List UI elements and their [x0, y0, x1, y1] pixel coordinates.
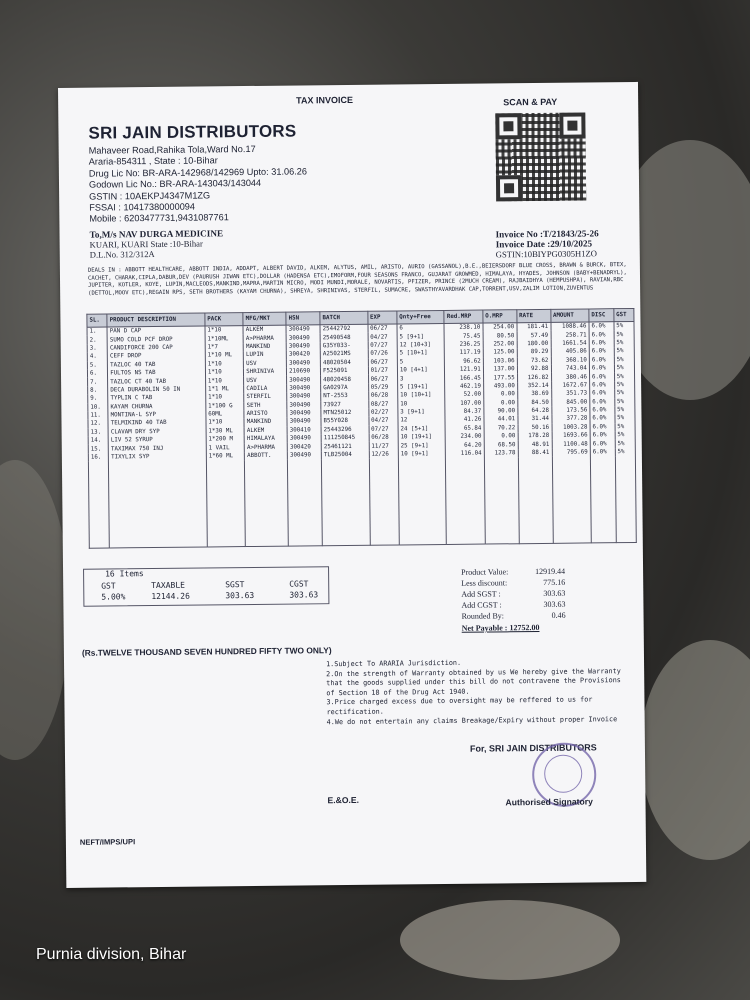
table-cell: 5%: [615, 414, 635, 423]
table-cell: TIXYLIX SYP: [109, 452, 207, 461]
table-cell: 04/27: [369, 417, 398, 426]
table-cell: 4.: [87, 353, 107, 362]
table-cell: 493.00: [483, 382, 517, 391]
table-cell: 10 [19+1]: [398, 433, 446, 442]
table-cell: 06/27: [368, 375, 397, 384]
column-header: HSN: [286, 312, 320, 325]
table-cell: 405.86: [551, 348, 589, 357]
table-cell: MONTINA-L SYP: [108, 410, 206, 419]
table-cell: 57.49: [517, 331, 551, 340]
table-cell: 68.50: [484, 441, 518, 450]
table-cell: 7.: [88, 378, 108, 387]
table-cell: 80.50: [483, 332, 517, 341]
table-cell: 1*7: [205, 343, 243, 352]
table-cell: 1*100 G: [206, 402, 244, 411]
terms-list: 1.Subject To ARARIA Jurisdiction. 2.On the strength of Warranty obtained by us We hereby give the Warranty that the goods supplied under this bill do not contravene the Provisions of Section 18 of the Drug Act 1940. 3.Price charged excess due to oversight may be reffered to us for rectification. 4.We do not entertain any claims Breakage/Expiry without proper Invoice: [326, 658, 621, 726]
table-cell: 173.56: [551, 406, 589, 415]
column-header: MFG/MKT: [243, 312, 286, 325]
table-cell: 3: [397, 374, 445, 383]
table-cell: 38.69: [517, 390, 551, 399]
table-cell: DECA DURABOLIN 50 IN: [108, 385, 206, 394]
table-cell: 89.29: [517, 348, 551, 357]
table-cell: 254.00: [483, 323, 517, 332]
gst-summary: GST TAXABLE SGST CGST 5.00% 12144.26 303.63 303.63: [101, 579, 319, 602]
table-cell: F525091: [320, 367, 368, 376]
table-cell: 25443296: [321, 425, 369, 434]
table-cell: 02/27: [368, 408, 397, 417]
column-header: AMOUNT: [550, 309, 589, 322]
table-cell: 3 [9+1]: [398, 408, 446, 417]
table-cell: HIMALAYA: [244, 435, 287, 444]
amount-in-words: (Rs.TWELVE THOUSAND SEVEN HUNDRED FIFTY TWO ONLY): [81, 645, 332, 658]
table-cell: 1*30 ML: [206, 427, 244, 436]
table-cell: 3.: [87, 344, 107, 353]
table-cell: 96.62: [445, 357, 483, 366]
invoice-paper: [58, 82, 646, 888]
table-cell: 2.: [87, 336, 107, 345]
table-cell: 5%: [615, 448, 635, 457]
table-cell: 5 [9+1]: [397, 332, 445, 341]
table-cell: TLB25004: [321, 451, 369, 460]
table-cell: 0.00: [484, 399, 518, 408]
table-cell: KAYAM CHURNA: [108, 402, 206, 411]
table-cell: MANKIND: [244, 418, 287, 427]
table-cell: 6.0%: [590, 389, 615, 398]
table-cell: 12/26: [369, 450, 398, 459]
table-cell: 1088.46: [551, 322, 589, 331]
table-cell: 107.00: [445, 399, 483, 408]
table-cell: B55Y028: [321, 417, 369, 426]
table-cell: 166.45: [445, 374, 483, 383]
table-cell: ALKEM: [244, 426, 287, 435]
table-cell: 10 [4+1]: [397, 366, 445, 375]
total-line: Rounded By: 0.46: [461, 610, 566, 621]
table-cell: CADILA: [244, 384, 287, 393]
table-cell: 70.22: [484, 424, 518, 433]
table-cell: 236.25: [445, 340, 483, 349]
table-cell: 6.0%: [589, 347, 614, 356]
column-header: BATCH: [320, 311, 368, 324]
invoice-meta: Invoice No :T/21843/25-26 Invoice Date :29/10/2025 GSTIN:10BIYPG0305H1ZO: [495, 228, 599, 260]
table-cell: A>PHARMA: [244, 443, 287, 452]
table-cell: 06/27: [368, 358, 397, 367]
table-cell: 6.0%: [590, 398, 615, 407]
table-cell: 1*1 ML: [205, 385, 243, 394]
table-cell: 234.00: [446, 433, 484, 442]
table-cell: 5%: [614, 389, 634, 398]
table-cell: 300490: [287, 384, 321, 393]
for-company: For, SRI JAIN DISTRIBUTORS: [469, 742, 597, 754]
table-cell: 300420: [286, 350, 320, 359]
table-cell: 181.41: [517, 322, 551, 331]
table-cell: GA0297A: [321, 384, 369, 393]
table-cell: 137.00: [483, 365, 517, 374]
table-cell: 15.: [88, 445, 108, 454]
table-cell: 5%: [615, 406, 635, 415]
table-cell: TAZLOC 40 TAB: [108, 360, 206, 369]
table-cell: 16.: [88, 453, 108, 462]
table-cell: 6.0%: [590, 431, 615, 440]
table-cell: 5%: [614, 321, 634, 330]
table-cell: 25490548: [320, 333, 368, 342]
table-cell: 5 [19+1]: [397, 383, 445, 392]
table-cell: 88.41: [518, 449, 552, 458]
table-cell: TAZLOC CT 40 TAB: [108, 377, 206, 386]
table-cell: 111250845: [321, 434, 369, 443]
table-cell: 1672.67: [551, 381, 589, 390]
table-cell: 10 [10+1]: [398, 391, 446, 400]
table-cell: 04/27: [368, 333, 397, 342]
table-cell: 5: [397, 358, 445, 367]
table-cell: 90.00: [484, 407, 518, 416]
table-cell: STERFIL: [244, 393, 287, 402]
table-cell: PAN D CAP: [107, 326, 205, 336]
table-cell: 6.: [87, 369, 107, 378]
table-cell: 1003.28: [552, 423, 590, 432]
table-cell: 52.00: [445, 391, 483, 400]
table-cell: LUPIN: [244, 351, 287, 360]
table-cell: SETH: [244, 401, 287, 410]
table-cell: 300420: [287, 443, 321, 452]
table-cell: 121.91: [445, 366, 483, 375]
table-blank-area: [88, 456, 636, 548]
table-cell: 6.0%: [590, 406, 615, 415]
table-cell: 10: [398, 399, 446, 408]
table-cell: 1*10: [206, 418, 244, 427]
table-cell: 5%: [614, 364, 634, 373]
table-cell: 60ML: [206, 410, 244, 419]
table-cell: 06/27: [368, 324, 397, 333]
photo-caption: Purnia division, Bihar: [36, 946, 187, 963]
total-line: Add SGST : 303.63: [461, 588, 566, 599]
table-cell: 6.0%: [590, 440, 615, 449]
table-cell: TYPLIN C TAB: [108, 394, 206, 403]
table-cell: 300490: [287, 434, 321, 443]
table-cell: 5 [10+1]: [397, 349, 445, 358]
table-cell: 31.44: [518, 415, 552, 424]
background-stain: [400, 900, 620, 980]
table-cell: 1661.54: [551, 339, 589, 348]
table-cell: 07/26: [368, 350, 397, 359]
table-cell: USV: [244, 376, 287, 385]
table-cell: 5%: [614, 372, 634, 381]
table-cell: 48020504: [320, 358, 368, 367]
table-cell: 73927: [321, 400, 369, 409]
table-cell: 25442792: [320, 324, 368, 333]
table-cell: 75.45: [444, 332, 482, 341]
table-cell: SUMO COLD PCF DROP: [107, 335, 205, 344]
table-cell: 08/27: [368, 400, 397, 409]
doc-title: TAX INVOICE: [296, 94, 354, 106]
table-cell: 845.00: [551, 398, 589, 407]
table-cell: A>PHARMA: [243, 334, 286, 343]
table-cell: 92.88: [517, 365, 551, 374]
table-cell: 351.73: [551, 390, 589, 399]
table-cell: MTN25012: [321, 409, 369, 418]
table-cell: 1*10ML: [205, 334, 243, 343]
table-cell: 300490: [286, 325, 320, 334]
background-stain: [640, 640, 750, 860]
qr-code-icon: [495, 112, 586, 201]
table-cell: 238.10: [444, 323, 482, 332]
table-cell: 1*200 M: [206, 435, 244, 444]
column-header: EXP: [367, 311, 396, 324]
table-cell: 25461121: [321, 442, 369, 451]
table-cell: ABBOTT.: [245, 451, 288, 460]
table-cell: 6: [397, 323, 445, 332]
table-cell: 07/27: [368, 341, 397, 350]
table-cell: 9.: [88, 395, 108, 404]
total-line: Add CGST : 303.63: [461, 599, 566, 610]
table-cell: 300490: [287, 376, 321, 385]
table-cell: CLAVAM DRY SYP: [108, 427, 206, 436]
table-cell: 64.20: [446, 441, 484, 450]
table-cell: LIV 52 SYRUP: [108, 436, 206, 445]
table-cell: 5%: [614, 330, 634, 339]
table-cell: 300490: [287, 392, 321, 401]
table-cell: 178.28: [518, 432, 552, 441]
table-cell: ALKEM: [243, 325, 286, 334]
table-cell: 1*10: [205, 376, 243, 385]
table-cell: 11.: [88, 411, 108, 420]
table-cell: 300490: [286, 334, 320, 343]
table-cell: 1 VAIL: [206, 444, 244, 453]
table-cell: 14.: [88, 437, 108, 446]
table-cell: 44.01: [484, 416, 518, 425]
total-line: Less discount: 775.16: [461, 577, 566, 588]
table-cell: 300490: [287, 418, 321, 427]
column-header: Qnty+Free: [397, 310, 445, 323]
table-cell: 743.04: [551, 364, 589, 373]
table-cell: 5%: [615, 439, 635, 448]
table-cell: 352.14: [517, 382, 551, 391]
table-cell: 6.0%: [590, 381, 615, 390]
table-cell: 10 [9+1]: [398, 450, 446, 459]
table-cell: 11/27: [369, 442, 398, 451]
table-cell: 1*10: [205, 360, 243, 369]
table-cell: 177.55: [483, 374, 517, 383]
scan-pay-label: SCAN & PAY: [503, 96, 558, 108]
table-cell: 05/29: [368, 383, 397, 392]
table-cell: 117.19: [445, 349, 483, 358]
column-header: PRODUCT DESCRIPTION: [107, 313, 205, 327]
table-cell: 06/28: [368, 392, 397, 401]
table-cell: 300490: [286, 342, 320, 351]
column-header: Red.MRP: [444, 310, 483, 323]
table-cell: 180.00: [517, 340, 551, 349]
table-cell: 5%: [614, 356, 634, 365]
column-header: PACK: [205, 313, 244, 326]
table-cell: USV: [244, 359, 287, 368]
table-cell: 50.16: [518, 424, 552, 433]
table-cell: 300490: [287, 409, 321, 418]
table-cell: G35Y033-: [320, 342, 368, 351]
table-cell: 6.0%: [589, 364, 614, 373]
table-cell: 258.71: [551, 331, 589, 340]
table-cell: 368.10: [551, 356, 589, 365]
table-cell: 5%: [614, 339, 634, 348]
table-cell: 6.0%: [589, 339, 614, 348]
table-cell: 0.00: [484, 390, 518, 399]
table-cell: 84.37: [445, 407, 483, 416]
table-cell: CANDIFORCE 200 CAP: [107, 343, 205, 352]
table-cell: 41.26: [445, 416, 483, 425]
table-cell: 126.82: [517, 373, 551, 382]
column-header: DISC: [589, 309, 614, 322]
column-header: O.MRP: [483, 310, 517, 323]
table-cell: 64.28: [518, 407, 552, 416]
table-cell: 5%: [615, 423, 635, 432]
table-cell: 1693.66: [552, 432, 590, 441]
table-cell: 6.0%: [590, 414, 615, 423]
table-cell: CEFF DROP: [107, 352, 205, 361]
table-cell: 377.28: [551, 415, 589, 424]
company-name: SRI JAIN DISTRIBUTORS: [88, 121, 297, 143]
table-cell: A25021MS: [320, 350, 368, 359]
table-cell: FULTOS NS TAB: [108, 368, 206, 377]
background-stain: [0, 460, 70, 760]
table-cell: 48.91: [518, 440, 552, 449]
table-cell: 07/27: [369, 425, 398, 434]
authorised-signatory: Authorised Signatory: [505, 796, 593, 808]
table-cell: ARISTO: [244, 410, 287, 419]
table-cell: 24 [5+1]: [398, 425, 446, 434]
table-cell: 103.06: [483, 357, 517, 366]
table-cell: 123.78: [484, 449, 518, 458]
items-count: 16 Items: [105, 569, 144, 579]
table-cell: 8.: [88, 386, 108, 395]
table-cell: 5%: [614, 397, 634, 406]
table-cell: 25 [9+1]: [398, 441, 446, 450]
table-cell: 210690: [287, 367, 321, 376]
table-cell: 125.00: [483, 348, 517, 357]
table-cell: 65.84: [445, 424, 483, 433]
table-cell: 6.0%: [590, 448, 615, 457]
company-address: Mahaveer Road,Rahika Tola,Ward No.17 Araria-854311 , State : 10-Bihar Drug Lic No: BR-ARA-142968/142969 Upto: 31.06.26 Godown Lic No.: BR-ARA-143043/143044 GSTIN : 10AEKPJ4347M1ZG FSSAI : 10417380000094 Mobile : 6203477731,9431087761: [88, 143, 308, 225]
table-cell: 6.0%: [589, 331, 614, 340]
table-cell: 5%: [615, 431, 635, 440]
table-cell: 12: [398, 416, 446, 425]
total-line: Product Value: 12919.44: [461, 566, 566, 577]
buyer-block: To,M/s NAV DURGA MEDICINE KUARI, KUARI State :10-Bihar D.L.No. 312/312A: [89, 228, 224, 261]
table-cell: 380.46: [551, 373, 589, 382]
table-cell: 0.00: [484, 432, 518, 441]
table-cell: 300490: [287, 359, 321, 368]
table-cell: 6.0%: [590, 423, 615, 432]
totals-block: [461, 566, 566, 622]
table-cell: 462.19: [445, 382, 483, 391]
table-cell: 48020458: [321, 375, 369, 384]
table-cell: 1*10 ML: [205, 351, 243, 360]
payment-modes: NEFT/IMPS/UPI: [79, 837, 136, 847]
table-cell: 795.69: [552, 448, 590, 457]
table-cell: 1100.48: [552, 440, 590, 449]
table-cell: 252.00: [483, 340, 517, 349]
column-header: SL.: [87, 314, 107, 327]
table-cell: 6.0%: [589, 373, 614, 382]
table-cell: 1*60 ML: [206, 452, 244, 461]
table-cell: 1*10: [206, 393, 244, 402]
table-cell: 300410: [287, 426, 321, 435]
deals-in-text: DEALS IN : ABBOTT HEALTHCARE, ABBOTT INDIA, ADDAPT, ALBERT DAVID, ALKEM, ALYTUS, AMIL, ARISTO, AURIO (GASSANOL),B.E.,BEIERSDORF BLUE CROSS, BRAWN & BURCK, BTEX, CACHET, CHARAK,CIPLA,DABUR,DEV (PAURUSH JIWAN ETC),DOLLAR (HADENSA ETC),EMOFORM,FOUR SEASONS FRANCO, GUJARAT GROWMED, HIMALAYA, HYADES, JOHNSON (BABY+BENADRYL), JUPITER, KOTLER, KOYE, LUPIN,MACLEODS,MANKIND,MAPRA,MARTIN MICRO, MODI MUNDI,MORALE, NOVARTIS, PFIZER, PRINCE (2MUCH CREAM), RAJBAIDHYA (HEMPUSHPA), RAVIAN,RBC (DETTOL,MOOV ETC),REGAIN RPS, SETH BROTHERS (KAYAM CHURNA), SHREYA, SHRINIVAS, STERFIL, SUMACRE, SWASTHYAVARDHAK CAP,TORRENT,USV,ZALIM LOTION,ZUVENTUS: [87, 262, 627, 297]
table-cell: 5%: [614, 381, 634, 390]
table-cell: TAXIMAX 750 INJ: [108, 444, 206, 453]
net-payable: Net Payable : 12752.00: [461, 622, 540, 633]
table-cell: 300490: [287, 401, 321, 410]
table-cell: 6.0%: [589, 356, 614, 365]
table-cell: MANKIND: [243, 342, 286, 351]
table-cell: 01/27: [368, 366, 397, 375]
table-cell: 300490: [288, 451, 322, 460]
table-cell: 12.: [88, 420, 108, 429]
table-cell: SHRINIVA: [244, 368, 287, 377]
table-cell: 1*10: [205, 368, 243, 377]
column-header: RATE: [517, 309, 551, 322]
column-header: GST: [614, 308, 634, 321]
table-cell: 1.: [87, 327, 107, 336]
table-cell: 5.: [87, 361, 107, 370]
table-cell: 1*10: [205, 326, 243, 335]
table-cell: 13.: [88, 428, 108, 437]
items-table: [86, 308, 636, 549]
table-cell: 5%: [614, 347, 634, 356]
table-cell: 73.62: [517, 356, 551, 365]
table-cell: 84.50: [517, 398, 551, 407]
table-cell: 116.04: [446, 449, 484, 458]
table-cell: 10.: [88, 403, 108, 412]
table-cell: TELMIKIND 40 TAB: [108, 419, 206, 428]
eoe-label: E.&O.E.: [327, 794, 360, 806]
table-cell: 6.0%: [589, 322, 614, 331]
table-cell: NT-2553: [321, 392, 369, 401]
table-cell: 12 [10+3]: [397, 341, 445, 350]
table-cell: 06/28: [369, 434, 398, 443]
